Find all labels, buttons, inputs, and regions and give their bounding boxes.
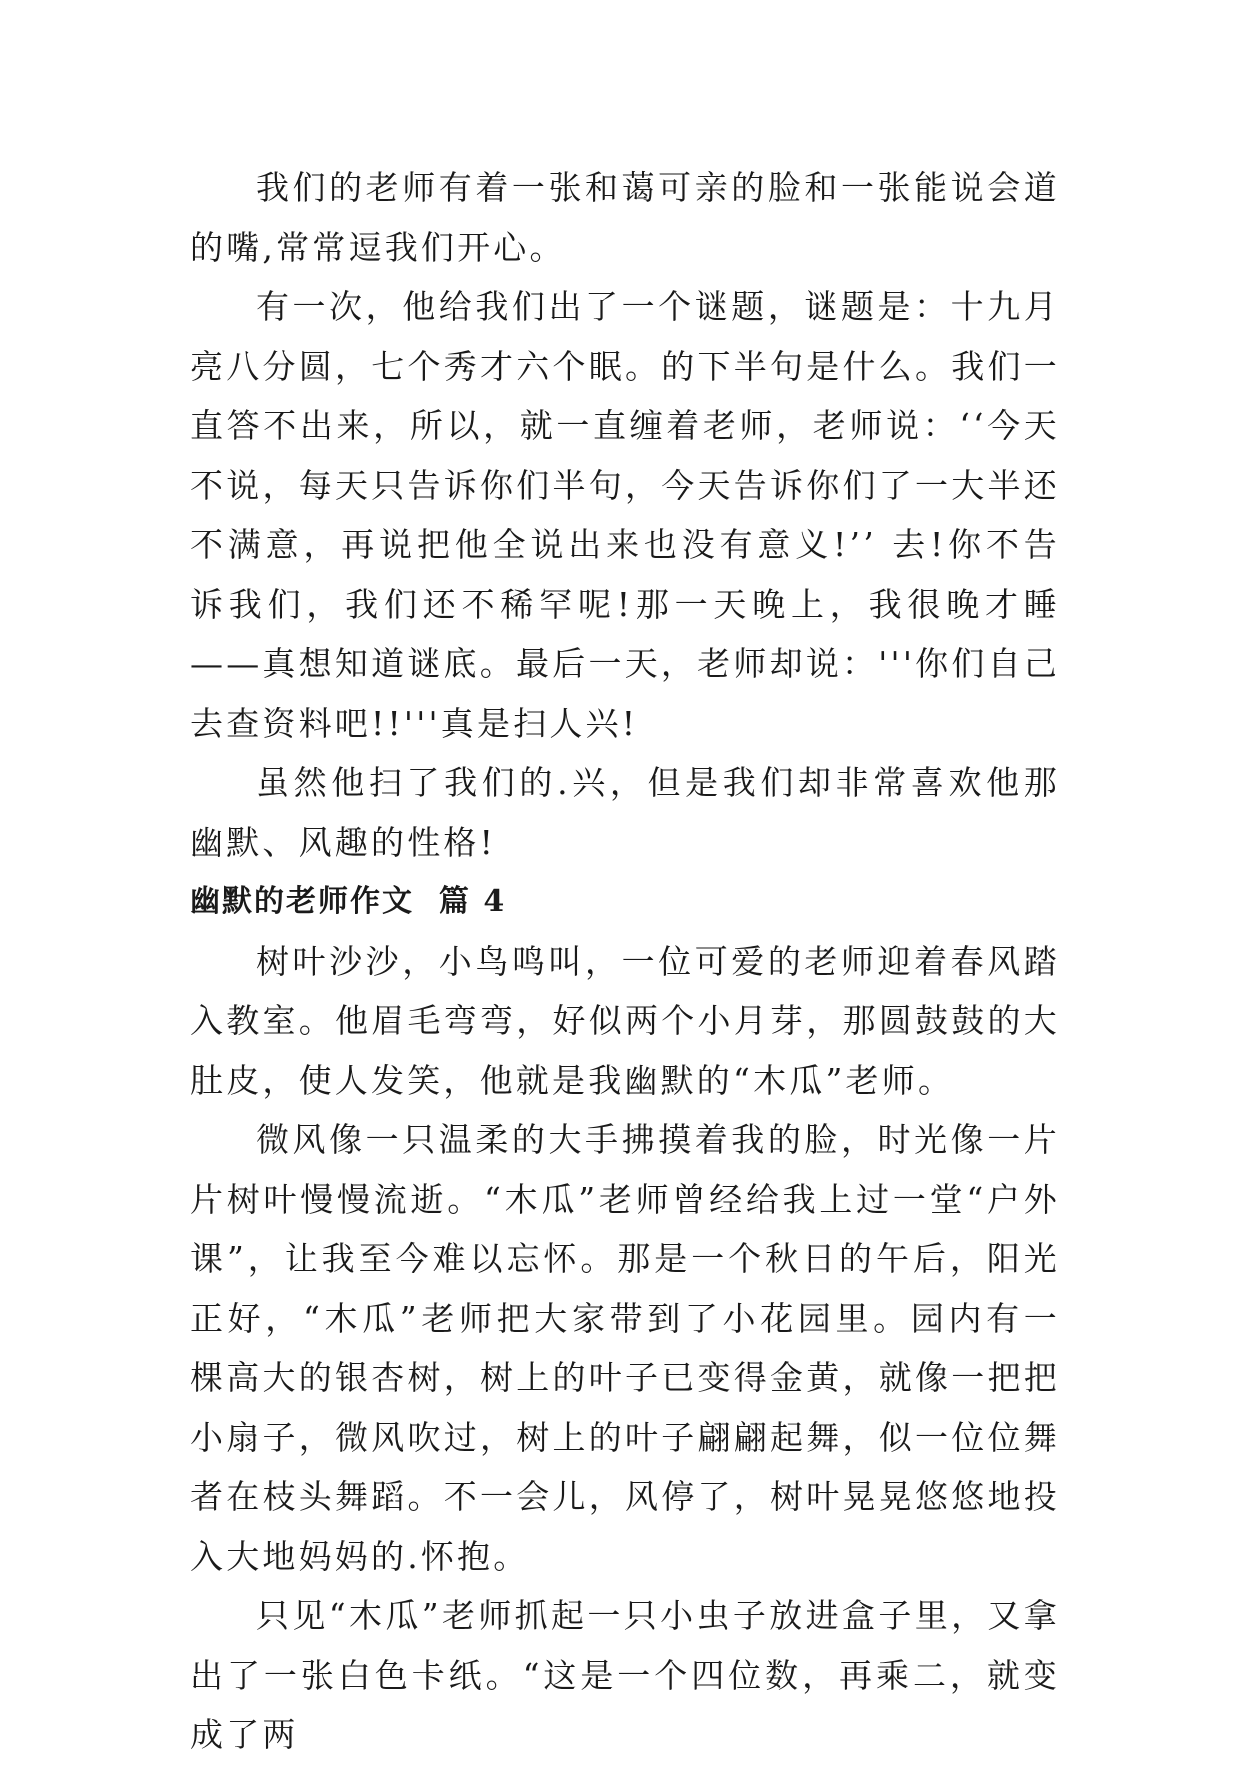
- paragraph-teacher-face: 我们的老师有着一张和蔼可亲的脸和一张能说会道的嘴,常常逗我们开心。: [190, 168, 1060, 267]
- document-body: [190, 158, 1060, 1765]
- paragraph-papaya-teacher-intro: 树叶沙沙，小鸟鸣叫，一位可爱的老师迎着春风踏入教室。他眉毛弯弯，好似两个小月芽，那圆鼓鼓的大肚皮，使人发笑，他就是我幽默的“木瓜”老师。: [190, 941, 1060, 1100]
- paragraph-riddle-story: 有一次，他给我们出了一个谜题，谜题是：十九月亮八分圆，七个秀才六个眠。的下半句是什么。我们一直答不出来，所以，就一直缠着老师，老师说：‘‘今天不说，每天只告诉你们半句，今天告诉你们了一大半还不满意，再说把他全说出来也没有意义!’’ 去!你不告诉我们，我们还不稀罕呢!那一天晚上，我很晚才睡——真想知道谜底。最后一天，老师却说：'''你们自己去查资料吧!!'''真是扫人兴!: [190, 287, 1060, 743]
- paragraph-outdoor-lesson: 微风像一只温柔的大手拂摸着我的脸，时光像一片片树叶慢慢流逝。“木瓜”老师曾经给我上过一堂“户外课”，让我至今难以忘怀。那是一个秋日的午后，阳光正好，“木瓜”老师把大家带到了小花园里。园内有一棵高大的银杏树，树上的叶子已变得金黄，就像一把把小扇子，微风吹过，树上的叶子翩翩起舞，似一位位舞者在枝头舞蹈。不一会儿，风停了，树叶晃晃悠悠地投入大地妈妈的.怀抱。: [190, 1120, 1060, 1576]
- paragraph-humor-conclusion: 虽然他扫了我们的.兴，但是我们却非常喜欢他那幽默、风趣的性格!: [190, 763, 1060, 862]
- paragraph-bug-card: 只见“木瓜”老师抓起一只小虫子放进盒子里，又拿出了一张白色卡纸。“这是一个四位数，再乘二，就变成了两: [190, 1596, 1060, 1754]
- section-heading: 幽默的老师作文 篇 4: [190, 884, 507, 919]
